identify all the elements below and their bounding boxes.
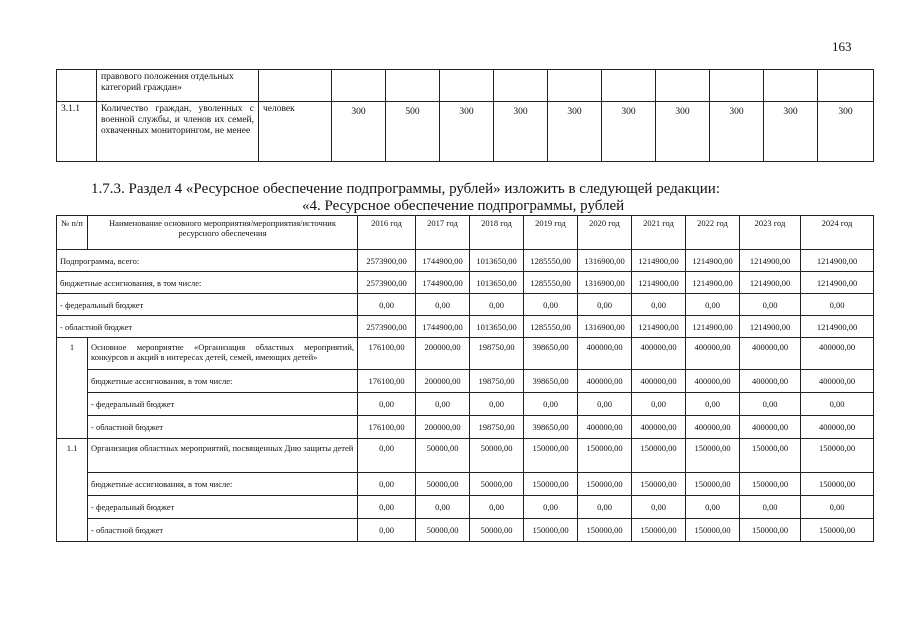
value-cell: 176100,00 (358, 370, 416, 393)
row-label: - федеральный бюджет (88, 393, 358, 416)
value-cell: 0,00 (524, 393, 578, 416)
value-cell: 400000,00 (578, 370, 632, 393)
value-cell: 0,00 (578, 496, 632, 519)
value-cell: 1285550,00 (524, 316, 578, 338)
value-cell: 0,00 (358, 473, 416, 496)
table-row (57, 496, 874, 519)
value-cell: 0,00 (416, 393, 470, 416)
value-cell: 50000,00 (470, 439, 524, 473)
value-cell: 1214900,00 (632, 316, 686, 338)
table-row (57, 102, 874, 162)
value-cell: 150000,00 (524, 439, 578, 473)
value-cell: 300 (494, 102, 548, 162)
value-cell: 0,00 (686, 393, 740, 416)
value-cell: 50000,00 (470, 473, 524, 496)
resource-table (56, 215, 874, 542)
value-cell: 1214900,00 (740, 316, 801, 338)
value-cell: 400000,00 (578, 416, 632, 439)
value-cell: 150000,00 (524, 473, 578, 496)
value-cell: 1013650,00 (470, 272, 524, 294)
value-cell: 0,00 (358, 294, 416, 316)
col-header-year: 2024 год (801, 216, 874, 250)
col-header-year: 2017 год (416, 216, 470, 250)
value-cell: 0,00 (740, 496, 801, 519)
value-cell: 400000,00 (801, 416, 874, 439)
row-label: - областной бюджет (88, 416, 358, 439)
col-header-year: 2018 год (470, 216, 524, 250)
value-cell: 150000,00 (686, 439, 740, 473)
value-cell: 150000,00 (686, 519, 740, 542)
value-cell: 400000,00 (632, 416, 686, 439)
value-cell: 300 (818, 102, 874, 162)
row-label: - областной бюджет (57, 316, 358, 338)
value-cell: 1214900,00 (686, 250, 740, 272)
value-cell: 50000,00 (470, 519, 524, 542)
value-cell: 400000,00 (686, 338, 740, 370)
value-cell: 0,00 (358, 496, 416, 519)
value-cell: 1214900,00 (686, 316, 740, 338)
value-cell: 300 (332, 102, 386, 162)
value-cell: 398650,00 (524, 416, 578, 439)
value-cell: 198750,00 (470, 370, 524, 393)
table-row (57, 316, 874, 338)
value-cell: 0,00 (801, 496, 874, 519)
table-row (57, 370, 874, 393)
value-cell: 0,00 (524, 496, 578, 519)
value-cell: 150000,00 (632, 439, 686, 473)
table-header-row (57, 216, 874, 250)
value-cell: 400000,00 (740, 370, 801, 393)
col-header-num: № п/п (57, 216, 88, 250)
value-cell: 150000,00 (578, 473, 632, 496)
table-row (57, 294, 874, 316)
table-row (57, 519, 874, 542)
value-cell: 200000,00 (416, 338, 470, 370)
value-cell: 198750,00 (470, 416, 524, 439)
value-cell: 400000,00 (578, 338, 632, 370)
value-cell: 398650,00 (524, 338, 578, 370)
value-cell: 0,00 (801, 294, 874, 316)
value-cell: 176100,00 (358, 416, 416, 439)
value-cell: 150000,00 (801, 473, 874, 496)
value-cell: 0,00 (416, 294, 470, 316)
value-cell: 150000,00 (686, 473, 740, 496)
col-header-year: 2020 год (578, 216, 632, 250)
col-header-year: 2023 год (740, 216, 801, 250)
value-cell: 176100,00 (358, 338, 416, 370)
value-cell: 0,00 (358, 393, 416, 416)
section-heading: 1.7.3. Раздел 4 «Ресурсное обеспечение подпрограммы, рублей» изложить в следующей редакции: (91, 181, 720, 197)
table-caption: «4. Ресурсное обеспечение подпрограммы, рублей (302, 198, 625, 214)
value-cell: 1214900,00 (740, 250, 801, 272)
value-cell: 0,00 (524, 294, 578, 316)
value-cell: 500 (386, 102, 440, 162)
value-cell: 150000,00 (801, 519, 874, 542)
value-cell: 400000,00 (632, 370, 686, 393)
row-label: - областной бюджет (88, 519, 358, 542)
value-cell: 1214900,00 (632, 272, 686, 294)
col-header-year: 2016 год (358, 216, 416, 250)
value-cell: 0,00 (578, 393, 632, 416)
value-cell: 0,00 (632, 393, 686, 416)
value-cell: 50000,00 (416, 519, 470, 542)
value-cell: 400000,00 (740, 416, 801, 439)
table-row (57, 272, 874, 294)
value-cell: 300 (656, 102, 710, 162)
value-cell: 0,00 (470, 496, 524, 519)
row-number: 1 (57, 338, 88, 439)
value-cell: 150000,00 (578, 519, 632, 542)
row-label: - федеральный бюджет (88, 496, 358, 519)
value-cell: 0,00 (358, 519, 416, 542)
value-cell: 0,00 (578, 294, 632, 316)
value-cell: 150000,00 (801, 439, 874, 473)
value-cell: 1285550,00 (524, 250, 578, 272)
value-cell: 300 (710, 102, 764, 162)
value-cell: 150000,00 (632, 473, 686, 496)
value-cell: 400000,00 (632, 338, 686, 370)
table-row (57, 250, 874, 272)
page-number: 163 (832, 39, 852, 54)
col-header-name: Наименование основного мероприятия/мероприятия/источник ресурсного обеспечения (88, 216, 358, 250)
row-label: Основное мероприятие «Организация областных мероприятий, конкурсов и акций в интересах детей, семей, имеющих детей» (88, 338, 358, 370)
col-header-year: 2019 год (524, 216, 578, 250)
value-cell: 400000,00 (686, 416, 740, 439)
value-cell: 198750,00 (470, 338, 524, 370)
value-cell: 1214900,00 (801, 250, 874, 272)
value-cell: 0,00 (686, 496, 740, 519)
value-cell: 1316900,00 (578, 272, 632, 294)
indicator-table (56, 69, 874, 162)
value-cell: 1744900,00 (416, 272, 470, 294)
value-cell: 150000,00 (524, 519, 578, 542)
indicator-name: Количество граждан, уволенных с военной службы, и членов их семей, охваченных мониторингом, не менее (97, 102, 259, 162)
value-cell: 400000,00 (801, 370, 874, 393)
value-cell: 1744900,00 (416, 316, 470, 338)
value-cell: 1285550,00 (524, 272, 578, 294)
value-cell: 50000,00 (416, 473, 470, 496)
value-cell: 400000,00 (801, 338, 874, 370)
value-cell: 400000,00 (740, 338, 801, 370)
row-label: - федеральный бюджет (57, 294, 358, 316)
value-cell: 150000,00 (632, 519, 686, 542)
indicator-name-continued: правового положения отдельных категорий граждан» (97, 70, 259, 102)
col-header-year: 2021 год (632, 216, 686, 250)
value-cell: 1316900,00 (578, 316, 632, 338)
value-cell: 0,00 (740, 393, 801, 416)
value-cell: 200000,00 (416, 416, 470, 439)
row-number: 1.1 (57, 439, 88, 542)
value-cell: 1013650,00 (470, 250, 524, 272)
col-header-year: 2022 год (686, 216, 740, 250)
value-cell: 0,00 (632, 294, 686, 316)
value-cell: 150000,00 (740, 439, 801, 473)
value-cell: 50000,00 (416, 439, 470, 473)
value-cell: 1214900,00 (801, 316, 874, 338)
value-cell: 1214900,00 (686, 272, 740, 294)
value-cell: 150000,00 (740, 473, 801, 496)
value-cell: 300 (764, 102, 818, 162)
value-cell: 0,00 (632, 496, 686, 519)
value-cell: 0,00 (358, 439, 416, 473)
value-cell: 1316900,00 (578, 250, 632, 272)
value-cell: 0,00 (740, 294, 801, 316)
value-cell: 400000,00 (686, 370, 740, 393)
value-cell: 200000,00 (416, 370, 470, 393)
row-label: бюджетные ассигнования, в том числе: (88, 370, 358, 393)
table-row (57, 439, 874, 473)
row-label: бюджетные ассигнования, в том числе: (57, 272, 358, 294)
value-cell: 398650,00 (524, 370, 578, 393)
value-cell: 2573900,00 (358, 250, 416, 272)
value-cell: 1214900,00 (740, 272, 801, 294)
value-cell: 150000,00 (578, 439, 632, 473)
row-label: бюджетные ассигнования, в том числе: (88, 473, 358, 496)
value-cell: 0,00 (416, 496, 470, 519)
table-row (57, 393, 874, 416)
unit: человек (259, 102, 332, 162)
row-label: Организация областных мероприятий, посвященных Дню защиты детей (88, 439, 358, 473)
value-cell: 0,00 (470, 294, 524, 316)
value-cell: 0,00 (801, 393, 874, 416)
row-label: Подпрограмма, всего: (57, 250, 358, 272)
value-cell: 1214900,00 (632, 250, 686, 272)
value-cell: 1214900,00 (801, 272, 874, 294)
table-row (57, 338, 874, 370)
value-cell: 2573900,00 (358, 272, 416, 294)
table-row (57, 70, 874, 102)
value-cell: 1013650,00 (470, 316, 524, 338)
value-cell: 300 (602, 102, 656, 162)
value-cell: 0,00 (470, 393, 524, 416)
value-cell: 2573900,00 (358, 316, 416, 338)
value-cell: 300 (440, 102, 494, 162)
table-row (57, 473, 874, 496)
value-cell: 150000,00 (740, 519, 801, 542)
table-row (57, 416, 874, 439)
value-cell: 0,00 (686, 294, 740, 316)
value-cell: 1744900,00 (416, 250, 470, 272)
row-number: 3.1.1 (57, 102, 97, 162)
value-cell: 300 (548, 102, 602, 162)
